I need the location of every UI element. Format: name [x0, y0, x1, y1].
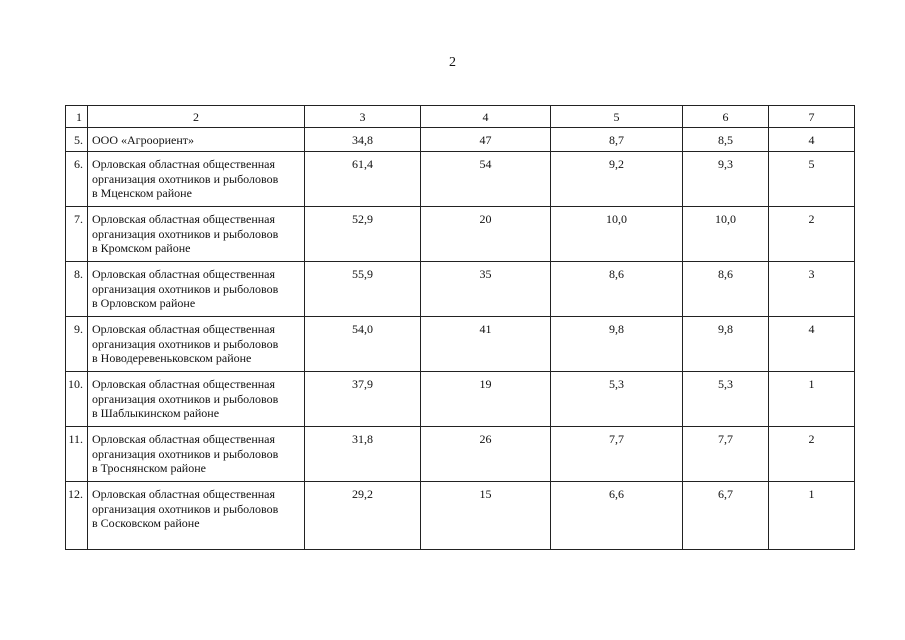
table-row — [66, 128, 855, 152]
name-line: Орловская областная общественная — [92, 377, 276, 391]
col-7-value: 3 — [769, 262, 855, 317]
col-4-value: 35 — [421, 262, 551, 317]
name-line: Орловская областная общественная — [92, 212, 276, 226]
row-number: 10. — [66, 372, 88, 427]
name-line: в Кромском районе — [92, 241, 191, 255]
organization-name — [88, 152, 305, 207]
row-number: 9. — [66, 317, 88, 372]
col-4-value: 20 — [421, 207, 551, 262]
name-line: организация охотников и рыболовов — [92, 501, 279, 516]
col-4-value: 26 — [421, 427, 551, 482]
organization-name — [88, 317, 305, 372]
col-3-value: 37,9 — [305, 372, 421, 427]
col-3-value: 29,2 — [305, 482, 421, 550]
col-7-value: 1 — [769, 372, 855, 427]
page-number: 2 — [449, 55, 456, 70]
col-6-value: 8,6 — [683, 262, 769, 317]
col-4-value: 19 — [421, 372, 551, 427]
col-3-value: 55,9 — [305, 262, 421, 317]
row-number: 6. — [66, 152, 88, 207]
name-line: Орловская областная общественная — [92, 487, 276, 501]
col-7-value: 1 — [769, 482, 855, 550]
name-line: Орловская областная общественная — [92, 322, 276, 336]
name-line: ООО «Агроориент» — [92, 133, 194, 147]
col-7-value: 2 — [769, 427, 855, 482]
col-3-value: 54,0 — [305, 317, 421, 372]
table-row — [66, 427, 855, 482]
col-5-value: 7,7 — [551, 427, 683, 482]
col-5-value: 5,3 — [551, 372, 683, 427]
name-line: в Сосковском районе — [92, 516, 200, 530]
table-row — [66, 262, 855, 317]
col-7-value: 5 — [769, 152, 855, 207]
name-line: Орловская областная общественная — [92, 157, 276, 171]
table-body — [66, 128, 855, 550]
col-5-value: 8,6 — [551, 262, 683, 317]
col-5-value: 6,6 — [551, 482, 683, 550]
col-3-value: 52,9 — [305, 207, 421, 262]
name-line: Орловская областная общественная — [92, 267, 276, 281]
name-line: в Шаблыкинском районе — [92, 406, 220, 420]
col-6-value: 7,7 — [683, 427, 769, 482]
header-cell: 1 — [66, 106, 88, 128]
header-cell: 6 — [683, 106, 769, 128]
header-cell: 7 — [769, 106, 855, 128]
name-line: в Новодеревеньковском районе — [92, 351, 252, 365]
table-row — [66, 372, 855, 427]
header-cell: 2 — [88, 106, 305, 128]
row-number: 12. — [66, 482, 88, 550]
name-line: в Троснянском районе — [92, 461, 206, 475]
col-6-value: 9,3 — [683, 152, 769, 207]
name-line: Орловская областная общественная — [92, 432, 276, 446]
name-line: в Орловском районе — [92, 296, 196, 310]
name-line: организация охотников и рыболовов — [92, 446, 279, 461]
table-row — [66, 207, 855, 262]
col-3-value: 31,8 — [305, 427, 421, 482]
table-header — [66, 106, 855, 128]
col-5-value: 8,7 — [551, 128, 683, 152]
col-3-value: 61,4 — [305, 152, 421, 207]
col-6-value: 10,0 — [683, 207, 769, 262]
organization-name — [88, 262, 305, 317]
col-5-value: 9,2 — [551, 152, 683, 207]
name-line: в Мценском районе — [92, 186, 192, 200]
col-4-value: 54 — [421, 152, 551, 207]
col-6-value: 6,7 — [683, 482, 769, 550]
col-3-value: 34,8 — [305, 128, 421, 152]
row-number: 7. — [66, 207, 88, 262]
col-6-value: 5,3 — [683, 372, 769, 427]
table-row — [66, 317, 855, 372]
col-5-value: 9,8 — [551, 317, 683, 372]
table-row — [66, 482, 855, 550]
organization-name — [88, 372, 305, 427]
organization-name — [88, 427, 305, 482]
name-line: организация охотников и рыболовов — [92, 171, 279, 186]
col-6-value: 9,8 — [683, 317, 769, 372]
row-number: 5. — [66, 128, 88, 152]
header-row — [66, 106, 855, 128]
col-7-value: 2 — [769, 207, 855, 262]
col-4-value: 47 — [421, 128, 551, 152]
header-cell: 5 — [551, 106, 683, 128]
col-4-value: 15 — [421, 482, 551, 550]
organization-name — [88, 128, 305, 152]
name-line: организация охотников и рыболовов — [92, 391, 279, 406]
col-6-value: 8,5 — [683, 128, 769, 152]
header-cell: 3 — [305, 106, 421, 128]
organization-name — [88, 482, 305, 550]
table-row — [66, 152, 855, 207]
header-cell: 4 — [421, 106, 551, 128]
col-7-value: 4 — [769, 317, 855, 372]
col-4-value: 41 — [421, 317, 551, 372]
data-table — [65, 105, 855, 550]
col-7-value: 4 — [769, 128, 855, 152]
name-line: организация охотников и рыболовов — [92, 226, 279, 241]
row-number: 11. — [66, 427, 88, 482]
row-number: 8. — [66, 262, 88, 317]
name-line: организация охотников и рыболовов — [92, 336, 279, 351]
organization-name — [88, 207, 305, 262]
name-line: организация охотников и рыболовов — [92, 281, 279, 296]
col-5-value: 10,0 — [551, 207, 683, 262]
